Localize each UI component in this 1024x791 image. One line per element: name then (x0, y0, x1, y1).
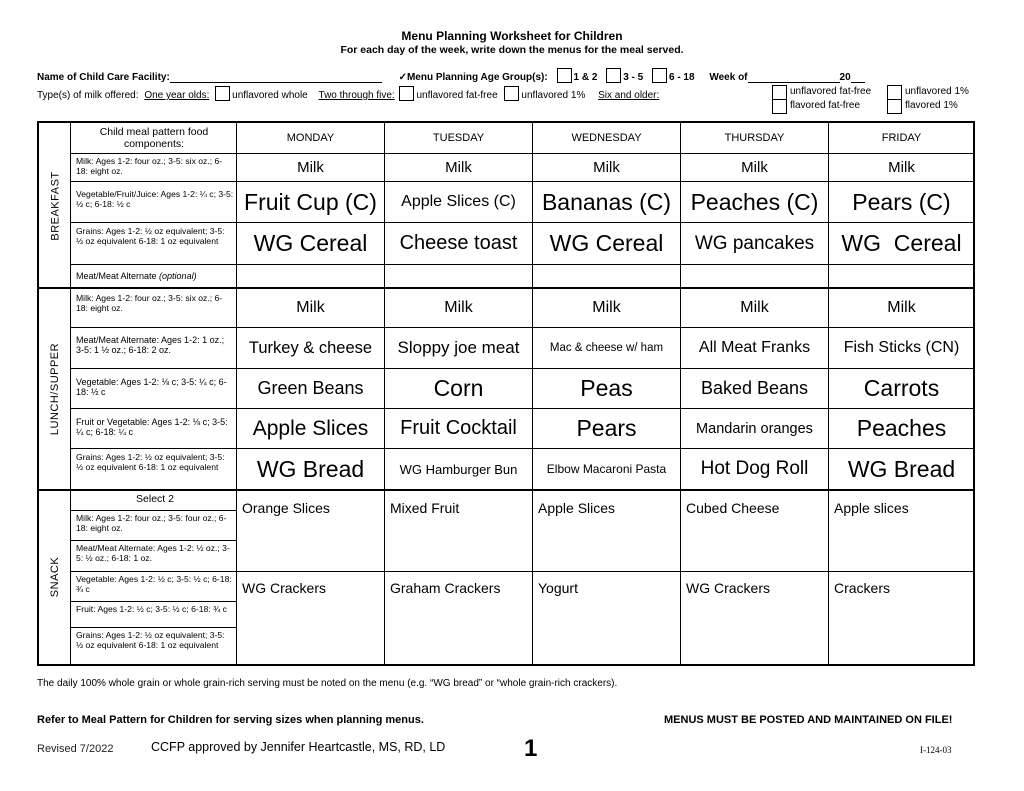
age-group-checkbox-1-2[interactable] (557, 68, 572, 83)
two-five-fatfree-checkbox[interactable] (399, 86, 414, 101)
lu-comp-grains: Grains: Ages 1-2: ½ oz equivalent; 3-5: ½ oz equivalent 6-18: 1 oz equivalent (76, 452, 225, 472)
six-flavored-1pct-label: flavored 1% (905, 100, 958, 111)
sn-item1-fri: Apple slices (834, 500, 909, 516)
bf-milk-wed: Milk (593, 159, 620, 176)
lu-veg-thu: Baked Beans (700, 378, 809, 398)
six-fatfree-checkbox[interactable] (772, 85, 787, 100)
lu-grains-tue: WG Hamburger Bun (399, 461, 518, 477)
revised-date: Revised 7/2022 (37, 743, 114, 755)
facility-name-label: Name of Child Care Facility: (37, 72, 170, 83)
breakfast-label: BREAKFAST (49, 170, 62, 241)
form-number: I-124-03 (920, 745, 952, 755)
sn-item2-fri: Crackers (834, 580, 891, 596)
whole-grain-note: The daily 100% whole grain or whole grain-rich serving must be noted on the menu (e.g. “WG bread” or “whole grain-rich crackers). (37, 678, 618, 689)
age-group-1-2-label: 1 & 2 (573, 72, 598, 83)
facility-row (37, 68, 997, 83)
lu-milk-fri: Milk (887, 299, 916, 316)
age-group-6-18-label: 6 - 18 (668, 72, 695, 83)
sn-item2-tue: Graham Crackers (390, 580, 501, 596)
lu-milk-tue: Milk (444, 299, 473, 316)
bf-comp-fruit: Vegetable/Fruit/Juice: Ages 1-2: ¼ c; 3-5: ½ c; 6-18: ½ c (76, 189, 234, 209)
bf-fruit-mon: Fruit Cup (C) (244, 188, 377, 215)
sn-comp-milk: Milk: Ages 1-2: four oz.; 3-5: four oz.; 6-18: eight oz. (76, 513, 227, 533)
bf-milk-thu: Milk (741, 159, 768, 176)
bf-fruit-wed: Bananas (C) (541, 188, 672, 215)
milk-offered-label: Type(s) of milk offered: (37, 90, 139, 101)
lu-comp-fruit: Fruit or Vegetable: Ages 1-2: ⅛ c; 3-5: ¼ c; 6-18: ¼ c (76, 417, 228, 437)
sn-item1-thu: Cubed Cheese (686, 500, 780, 516)
lu-milk-thu: Milk (740, 299, 769, 316)
lu-veg-wed: Peas (580, 375, 633, 401)
age-group-3-5-label: 3 - 5 (623, 72, 644, 83)
lu-comp-vegetable: Vegetable: Ages 1-2: ⅛ c; 3-5: ¼ c; 6-18: ½ c (76, 377, 227, 397)
lu-fruit-tue: Fruit Cocktail (400, 417, 517, 439)
sn-comp-vegetable: Vegetable: Ages 1-2: ½ c; 3-5: ½ c; 6-18: ¾ c (76, 574, 232, 594)
bf-milk-tue: Milk (445, 159, 472, 176)
six-1pct-label: unflavored 1% (905, 86, 969, 97)
lu-meat-fri: Fish Sticks (CN) (843, 339, 960, 356)
day-tuesday: TUESDAY (432, 132, 485, 144)
lu-meat-mon: Turkey & cheese (248, 338, 373, 357)
week-of-label: Week of (709, 72, 748, 83)
bf-fruit-tue: Apple Slices (C) (401, 193, 516, 210)
posted-note: MENUS MUST BE POSTED AND MAINTAINED ON FILE! (664, 714, 953, 726)
year-field[interactable] (851, 72, 865, 83)
lu-veg-fri: Carrots (863, 375, 940, 401)
sn-item1-wed: Apple Slices (538, 500, 616, 516)
lu-fruit-wed: Pears (576, 415, 637, 441)
facility-name-field[interactable] (170, 72, 382, 83)
sn-comp-meat: Meat/Meat Alternate: Ages 1-2: ½ oz.; 3-5: ½ oz.; 6-18: 1 oz. (76, 543, 230, 563)
sn-item1-tue: Mixed Fruit (390, 500, 460, 516)
bf-milk-fri: Milk (888, 159, 915, 176)
two-five-label: Two through five: (318, 90, 395, 101)
bf-fruit-fri: Pears (C) (852, 188, 951, 215)
sn-comp-fruit: Fruit: Ages 1-2: ½ c; 3-5: ½ c; 6-18: ¾ c (76, 604, 227, 614)
bf-grains-wed: WG Cereal (549, 230, 664, 256)
bf-grains-mon: WG Cereal (253, 230, 368, 256)
lu-meat-wed: Mac & cheese w/ ham (549, 342, 664, 354)
sn-item2-mon: WG Crackers (242, 580, 326, 596)
lu-grains-mon: WG Bread (256, 455, 365, 482)
menu-table (37, 121, 975, 666)
day-wednesday: WEDNESDAY (571, 132, 642, 144)
lu-meat-thu: All Meat Franks (698, 339, 811, 356)
page-number: 1 (524, 735, 538, 762)
day-friday: FRIDAY (881, 132, 922, 144)
six-fatfree-label: unflavored fat-free (790, 86, 872, 97)
lu-grains-thu: Hot Dog Roll (700, 458, 809, 479)
page-subtitle: For each day of the week, write down the menus for the meal served. (340, 44, 684, 56)
lu-fruit-thu: Mandarin oranges (696, 420, 813, 437)
two-five-fatfree-label: unflavored fat-free (416, 90, 498, 101)
sn-item1-mon: Orange Slices (242, 500, 330, 516)
age-group-checkbox-6-18[interactable] (652, 68, 667, 83)
one-year-label: One year olds: (144, 90, 210, 101)
lu-comp-milk: Milk: Ages 1-2: four oz.; 3-5: six oz.; 6-18: eight oz. (76, 293, 223, 313)
snack-label: SNACK (49, 556, 62, 598)
lu-fruit-mon: Apple Slices (252, 416, 369, 440)
age-group-checkbox-3-5[interactable] (606, 68, 621, 83)
six-1pct-checkbox[interactable] (887, 85, 902, 100)
page-title: Menu Planning Worksheet for Children (401, 29, 623, 43)
bf-grains-tue: Cheese toast (399, 232, 518, 254)
lu-fruit-fri: Peaches (856, 415, 947, 441)
lu-milk-wed: Milk (592, 299, 621, 316)
bf-comp-meat: Meat/Meat Alternate (optional) (76, 271, 197, 281)
ccfp-approval: CCFP approved by Jennifer Heartcastle, MS, RD, LD (151, 740, 446, 754)
bf-grains-fri: WG Cereal (841, 230, 962, 256)
six-flavored-fatfree-checkbox[interactable] (772, 99, 787, 114)
two-five-1pct-checkbox[interactable] (504, 86, 519, 101)
week-of-field[interactable] (748, 72, 840, 83)
lu-meat-tue: Sloppy joe meat (397, 338, 520, 357)
lu-veg-mon: Green Beans (257, 378, 364, 398)
day-thursday: THURSDAY (724, 132, 785, 144)
lunch-label: LUNCH/SUPPER (49, 342, 62, 436)
bf-grains-thu: WG pancakes (694, 232, 815, 254)
sn-item2-thu: WG Crackers (686, 580, 770, 596)
bf-fruit-thu: Peaches (C) (690, 188, 819, 215)
six-older-label: Six and older: (598, 90, 660, 101)
day-monday: MONDAY (286, 132, 335, 144)
bf-comp-grains: Grains: Ages 1-2: ½ oz equivalent; 3-5: ½ oz equivalent 6-18: 1 oz equivalent (76, 226, 225, 246)
six-flavored-fatfree-label: flavored fat-free (790, 100, 861, 111)
two-five-1pct-label: unflavored 1% (521, 90, 586, 101)
six-older-options (772, 84, 992, 114)
six-flavored-1pct-checkbox[interactable] (887, 99, 902, 114)
bf-milk-mon: Milk (297, 159, 324, 176)
year-prefix: 20 (839, 72, 851, 83)
sn-item2-wed: Yogurt (538, 580, 578, 596)
component-header: Child meal pattern food components: (99, 126, 209, 150)
lu-grains-wed: Elbow Macaroni Pasta (546, 462, 667, 476)
age-group-label: ✓Menu Planning Age Group(s): (398, 72, 548, 83)
one-year-whole-label: unflavored whole (232, 90, 308, 101)
lu-grains-fri: WG Bread (847, 455, 956, 482)
sn-comp-grains: Grains: Ages 1-2: ½ oz equivalent; 3-5: ½ oz equivalent 6-18: 1 oz equivalent (76, 630, 225, 650)
one-year-whole-checkbox[interactable] (215, 86, 230, 101)
lu-veg-tue: Corn (433, 375, 484, 401)
lu-comp-meat: Meat/Meat Alternate: Ages 1-2: 1 oz.; 3-5: 1 ½ oz.; 6-18: 2 oz. (76, 335, 225, 355)
refer-note: Refer to Meal Pattern for Children for serving sizes when planning menus. (37, 714, 424, 726)
snack-select: Select 2 (136, 493, 174, 505)
lu-milk-mon: Milk (296, 299, 325, 316)
bf-comp-milk: Milk: Ages 1-2: four oz.; 3-5: six oz.; 6-18: eight oz. (76, 156, 223, 176)
